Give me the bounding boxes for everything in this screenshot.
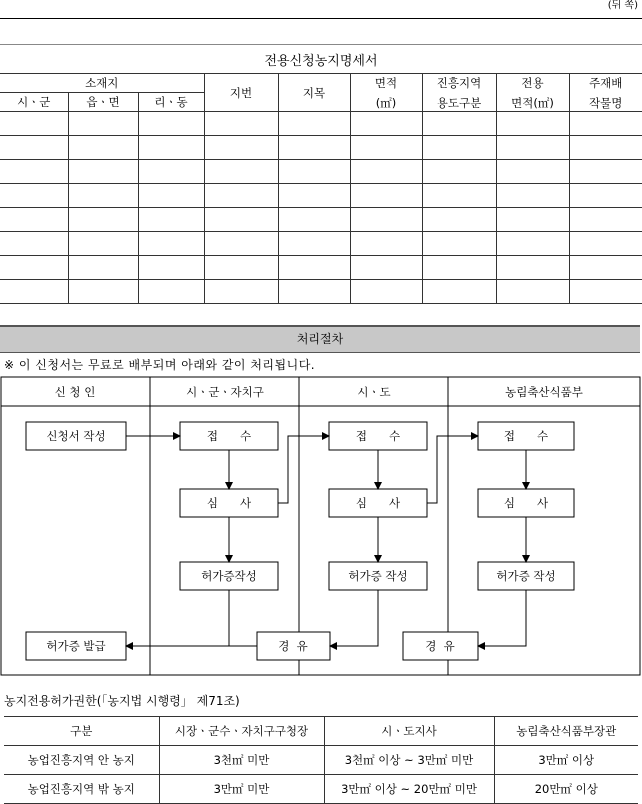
cell[interactable] [350,208,422,232]
table-row [0,280,642,304]
box-receive-sigun [180,422,278,450]
cell[interactable] [569,280,642,304]
header-ri-dong: 리ㆍ동 [138,93,204,112]
box-review-sido-label: 심 사 [356,496,401,510]
authority-cell: 20만㎡ 이상 [494,775,638,804]
cell[interactable] [496,160,569,184]
cell[interactable] [350,160,422,184]
cell[interactable] [68,256,138,280]
cell[interactable] [278,136,350,160]
table-row [0,184,642,208]
box-permit-sigun-label: 허가증작성 [201,569,257,583]
cell[interactable] [68,232,138,256]
cell[interactable] [138,208,204,232]
authority-cell: 3만㎡ 이상 ~ 20만㎡ 미만 [324,775,494,804]
cell[interactable] [569,184,642,208]
cell[interactable] [569,232,642,256]
cell[interactable] [138,232,204,256]
lane-si-do: 시ㆍ도 [357,385,390,399]
cell[interactable] [0,280,68,304]
authority-table [4,716,638,804]
form-title: 전용신청농지명세서 [0,50,642,69]
box-review-sigun-label: 심 사 [207,496,252,510]
box-permit-ministry-label: 허가증 작성 [496,569,555,583]
header-si-gun: 시ㆍ군 [0,93,68,112]
page-side-label: (뒤 쪽) [608,0,638,11]
cell[interactable] [204,232,278,256]
table-row [0,256,642,280]
cell[interactable] [138,136,204,160]
authority-header: 시장ㆍ군수ㆍ자치구구청장 [159,717,324,746]
cell[interactable] [350,256,422,280]
cell[interactable] [0,208,68,232]
title-rule [0,44,642,45]
box-receive-ministry [478,422,574,450]
header-crop-line2: 작물명 [570,96,642,110]
table-row [4,746,638,775]
header-zone-line1: 진흥지역 [423,76,496,90]
cell[interactable] [422,208,496,232]
cell[interactable] [278,232,350,256]
box-review-ministry [478,489,574,517]
cell[interactable] [278,184,350,208]
box-receive-ministry-label: 접 수 [504,429,548,443]
cell[interactable] [138,184,204,208]
procedure-header: 처리절차 [0,325,640,353]
cell[interactable] [422,136,496,160]
cell[interactable] [422,160,496,184]
header-conv-line2: 면적(㎡) [497,96,569,110]
box-receive-sido-label: 접 수 [356,429,400,443]
cell[interactable] [496,208,569,232]
cell[interactable] [0,136,68,160]
box-issue-label: 허가증 발급 [46,639,105,653]
cell[interactable] [204,208,278,232]
cell[interactable] [496,256,569,280]
cell[interactable] [350,280,422,304]
header-jibeon: 지번 [204,74,278,112]
table-row [0,112,642,136]
box-receive-sigun-label: 접 수 [207,429,251,443]
cell[interactable] [350,112,422,136]
cell[interactable] [350,184,422,208]
cell[interactable] [0,112,68,136]
box-via-sigun [257,632,330,660]
authority-cell: 3만㎡ 미만 [159,775,324,804]
table-row [0,136,642,160]
cell[interactable] [569,160,642,184]
cell[interactable] [68,184,138,208]
header-conv [496,74,569,112]
box-review-ministry-label: 심 사 [504,496,549,510]
cell[interactable] [422,232,496,256]
box-apply [26,422,126,450]
box-receive-sido [329,422,427,450]
cell[interactable] [204,112,278,136]
header-area-line1: 면적 [351,76,422,90]
table-row [0,232,642,256]
authority-cell: 농업진흥지역 밖 농지 [4,775,159,804]
box-permit-sigun [180,562,278,590]
cell[interactable] [204,160,278,184]
box-permit-sido [329,562,427,590]
cell[interactable] [68,208,138,232]
cell[interactable] [569,208,642,232]
authority-cell: 농업진흥지역 안 농지 [4,746,159,775]
cell[interactable] [204,256,278,280]
cell[interactable] [138,280,204,304]
cell[interactable] [278,208,350,232]
cell[interactable] [350,136,422,160]
cell[interactable] [278,160,350,184]
cell[interactable] [278,256,350,280]
top-rule [0,18,642,19]
box-permit-sido-label: 허가증 작성 [348,569,407,583]
header-zone [422,74,496,112]
cell[interactable] [422,184,496,208]
lane-si-gun: 시ㆍ군ㆍ자치구 [186,385,264,399]
flow-arrows [126,436,526,646]
table-row [0,208,642,232]
cell[interactable] [138,160,204,184]
header-area-line2: (㎡) [351,96,422,110]
authority-header-row [4,717,638,746]
table-row [4,775,638,804]
cell[interactable] [422,280,496,304]
cell[interactable] [350,232,422,256]
header-crop [569,74,642,112]
cell[interactable] [569,256,642,280]
cell[interactable] [68,112,138,136]
box-via-sigun-label: 경 유 [278,639,308,653]
cell[interactable] [0,232,68,256]
header-jimok: 지목 [278,74,350,112]
cell[interactable] [138,256,204,280]
box-apply-label: 신청서 작성 [46,429,105,443]
cell[interactable] [0,256,68,280]
authority-cell: 3만㎡ 이상 [494,746,638,775]
authority-cell: 3천㎡ 이상 ~ 3만㎡ 미만 [324,746,494,775]
procedure-notice: ※ 이 신청서는 무료로 배부되며 아래와 같이 처리됩니다. [4,356,315,373]
cell[interactable] [0,160,68,184]
authority-header: 구분 [4,717,159,746]
cell[interactable] [278,112,350,136]
procedure-flowchart [0,376,642,678]
cell[interactable] [204,280,278,304]
authority-title: 농지전용허가권한(「농지법 시행령」 제71조) [4,692,240,709]
cell[interactable] [68,136,138,160]
cell[interactable] [138,112,204,136]
cell[interactable] [204,184,278,208]
cell[interactable] [496,184,569,208]
cell[interactable] [278,280,350,304]
lane-ministry: 농림축산식품부 [505,385,583,399]
header-conv-line1: 전용 [497,76,569,90]
box-issue [26,632,126,660]
cell[interactable] [569,136,642,160]
cell[interactable] [68,280,138,304]
table-row [0,160,642,184]
header-eup-myeon: 읍ㆍ면 [68,93,138,112]
box-permit-ministry [478,562,574,590]
cell[interactable] [496,280,569,304]
lane-applicant: 신 청 인 [55,385,96,399]
box-review-sido [329,489,427,517]
box-review-sigun [180,489,278,517]
box-via-sido-label: 경 유 [425,639,455,653]
cell[interactable] [569,112,642,136]
land-detail-table [0,73,642,304]
box-via-sido [403,632,478,660]
cell[interactable] [496,136,569,160]
header-crop-line1: 주재배 [570,76,642,90]
authority-header: 시ㆍ도지사 [324,717,494,746]
authority-cell: 3천㎡ 미만 [159,746,324,775]
authority-header: 농림축산식품부장관 [494,717,638,746]
cell[interactable] [496,232,569,256]
cell[interactable] [496,112,569,136]
cell[interactable] [422,256,496,280]
cell[interactable] [0,184,68,208]
cell[interactable] [68,160,138,184]
header-area [350,74,422,112]
header-location: 소재지 [0,74,204,93]
cell[interactable] [422,112,496,136]
header-zone-line2: 용도구분 [423,96,496,110]
cell[interactable] [204,136,278,160]
